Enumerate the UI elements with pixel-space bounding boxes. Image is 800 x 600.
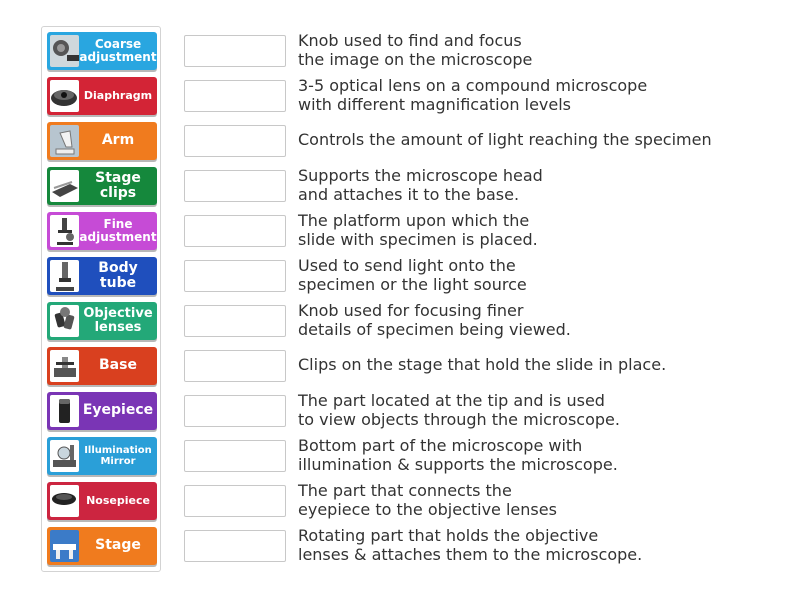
stage-icon (50, 530, 79, 562)
drop-zone[interactable] (184, 80, 286, 112)
drop-zone[interactable] (184, 125, 286, 157)
fine-adjustment-icon (50, 215, 79, 247)
answer-tile[interactable] (47, 482, 157, 520)
tile-label: Objective lenses (83, 305, 153, 335)
tile-label: Stage clips (95, 169, 141, 201)
answer-tile[interactable] (47, 212, 157, 250)
drop-zone[interactable] (184, 440, 286, 472)
objective-lenses-icon (50, 305, 79, 337)
answer-tile[interactable] (47, 437, 157, 475)
answer-tile[interactable] (47, 77, 157, 115)
tile-label: Nosepiece (86, 493, 150, 507)
description-text: Supports the microscope head and attaches it to the base. (298, 166, 543, 204)
illumination-mirror-icon (50, 440, 79, 472)
description-text: 3-5 optical lens on a compound microscope with different magnification levels (298, 76, 648, 114)
drop-zone[interactable] (184, 170, 286, 202)
answer-tile[interactable] (47, 527, 157, 565)
description-text: The platform upon which the slide with specimen is placed. (298, 211, 538, 249)
answer-tile[interactable] (47, 302, 157, 340)
answer-tile[interactable] (47, 32, 157, 70)
answer-tile[interactable] (47, 167, 157, 205)
answer-tile[interactable] (47, 122, 157, 160)
base-icon (50, 350, 79, 382)
description-text: Rotating part that holds the objective lenses & attaches them to the microscope. (298, 526, 643, 564)
description-text: Controls the amount of light reaching the specimen (298, 130, 712, 149)
arm-icon (50, 125, 79, 157)
tile-label: Base (99, 357, 137, 374)
description-text: Bottom part of the microscope with illumination & supports the microscope. (298, 436, 618, 474)
drop-zone[interactable] (184, 215, 286, 247)
drop-zone[interactable] (184, 350, 286, 382)
answer-tile[interactable] (47, 392, 157, 430)
description-text: Clips on the stage that hold the slide in place. (298, 355, 667, 374)
diaphragm-icon (50, 80, 79, 112)
coarse-adjustment-icon (50, 35, 79, 67)
stage-clips-icon (50, 170, 79, 202)
tile-label: Illumination Mirror (84, 445, 152, 467)
description-text: Knob used to find and focus the image on the microscope (298, 31, 533, 69)
description-text: The part located at the tip and is used to view objects through the microscope. (298, 391, 620, 429)
tile-label: Coarse adjustment (79, 36, 157, 64)
tile-label: Arm (101, 132, 135, 149)
eyepiece-icon (50, 395, 79, 427)
description-text: Knob used for focusing finer details of specimen being viewed. (298, 301, 571, 339)
description-text: The part that connects the eyepiece to the objective lenses (298, 481, 557, 519)
drop-zone[interactable] (184, 485, 286, 517)
description-text: Used to send light onto the specimen or the light source (298, 256, 527, 294)
body-tube-icon (50, 260, 79, 292)
drop-zone[interactable] (184, 35, 286, 67)
tile-label: Fine adjustment (79, 216, 157, 244)
tile-label: Diaphragm (83, 88, 153, 102)
drop-zone[interactable] (184, 305, 286, 337)
tile-label: Eyepiece (82, 402, 154, 419)
drop-zone[interactable] (184, 395, 286, 427)
answer-tile[interactable] (47, 257, 157, 295)
drop-zone[interactable] (184, 260, 286, 292)
nosepiece-icon (50, 485, 79, 517)
answer-tile[interactable] (47, 347, 157, 385)
tile-label: Body tube (98, 259, 138, 291)
drop-zone[interactable] (184, 530, 286, 562)
tile-label: Stage (95, 537, 141, 554)
